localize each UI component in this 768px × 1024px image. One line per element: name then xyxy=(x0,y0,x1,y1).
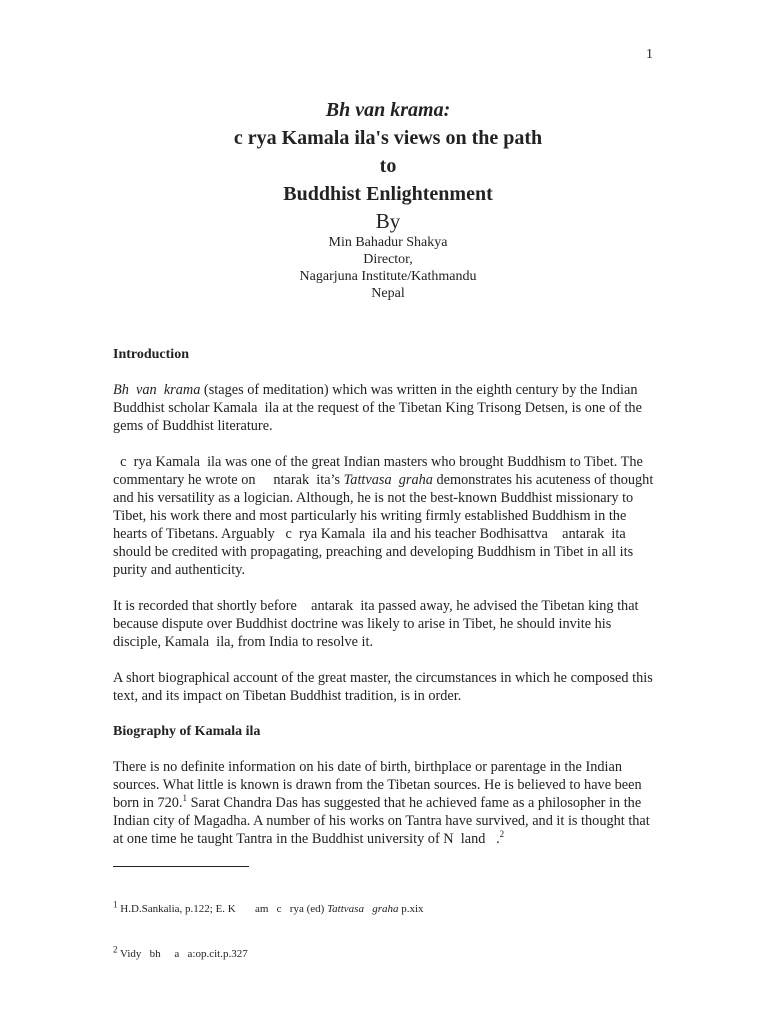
italic-text: Bh van krama xyxy=(113,382,201,398)
footnote-1 xyxy=(113,899,424,917)
title-line-4: Buddhist Enlightenment xyxy=(283,183,493,205)
paragraph-text: c rya Kamala ila was one of the great Indian masters who brought Buddhism to Tibet. The commentary he wrote on ntarak ita’s xyxy=(113,454,647,488)
title-block xyxy=(0,96,768,302)
footnote-divider xyxy=(113,866,249,867)
footnotes xyxy=(113,872,424,992)
author-role: Director, xyxy=(363,252,413,267)
title-line-3: to xyxy=(379,155,397,177)
paragraph-text: There is no definite information on his date of birth, birthplace or parentage in the Indian sources. What little is known is drawn from the Tibetan sources. He is believed to have been born in 720. xyxy=(113,759,646,811)
footnote-text: H.D.Sankalia, p.122; E. K am c rya (ed) xyxy=(117,903,328,915)
footnote-italic: Tattvasa graha xyxy=(327,903,399,915)
paragraph-intro-3: It is recorded that shortly before antarak ita passed away, he advised the Tibetan king that because dispute over Buddhist doctrine was likely to arise in Tibet, he should invite his disciple, Kamala ila, from India to resolve it. xyxy=(113,598,643,650)
footnote-text: p.xix xyxy=(398,903,424,915)
footnote-text: Vidy bh a a:op.cit.p.327 xyxy=(117,948,248,960)
title-line-2: c rya Kamala ila's views on the path xyxy=(233,127,543,149)
title-line-1: Bh van krama: xyxy=(325,99,451,121)
body-content xyxy=(113,346,658,848)
paragraph-text: demonstrates his acuteness of thought and his versatility as a logician. Although, he is not the best-known Buddhist missionary to Tibet, his work there and most particularly his writing firmly established Buddhism in the hearts of Tibetans. Arguably c rya Kamala ila and his teacher Bodhisattva antarak ita should be credited with propagating, preaching and developing Buddhism in Tibet in all its purity and authenticity. xyxy=(113,472,657,578)
paragraph-text: (stages of meditation) which was written in the eighth century by the Indian Buddhist scholar Kamala ila at the request of the Tibetan King Trisong Detsen, is one of the gems of Buddhist literature. xyxy=(113,382,646,434)
paragraph-intro-1 xyxy=(113,381,658,435)
section-heading-introduction: Introduction xyxy=(113,347,189,362)
section-heading-biography: Biography of Kamala ila xyxy=(113,724,261,739)
footnote-2 xyxy=(113,944,424,962)
paragraph-text: Sarat Chandra Das has suggested that he achieved fame as a philosopher in the Indian city of Magadha. A number of his works on Tantra have survived, and it is thought that at one time he taught Tantra in the Buddhist university of N land . xyxy=(113,795,654,847)
author-name: Min Bahadur Shakya xyxy=(328,235,448,250)
paragraph-intro-4: A short biographical account of the great master, the circumstances in which he composed this text, and its impact on Tibetan Buddhist tradition, is in order. xyxy=(113,670,657,704)
paragraph-bio-1 xyxy=(113,758,658,848)
paragraph-intro-2 xyxy=(113,453,658,579)
footnote-ref-2[interactable]: 2 xyxy=(499,829,505,840)
footnote-marker: 1 xyxy=(113,899,118,910)
footnote-marker: 2 xyxy=(113,944,118,955)
by-line: By xyxy=(375,209,401,233)
page-number: 1 xyxy=(646,47,653,62)
author-institute: Nagarjuna Institute/Kathmandu xyxy=(299,269,477,284)
italic-text: Tattvasa graha xyxy=(343,472,433,488)
author-country: Nepal xyxy=(371,286,405,301)
footnote-ref-1[interactable]: 1 xyxy=(182,793,187,804)
